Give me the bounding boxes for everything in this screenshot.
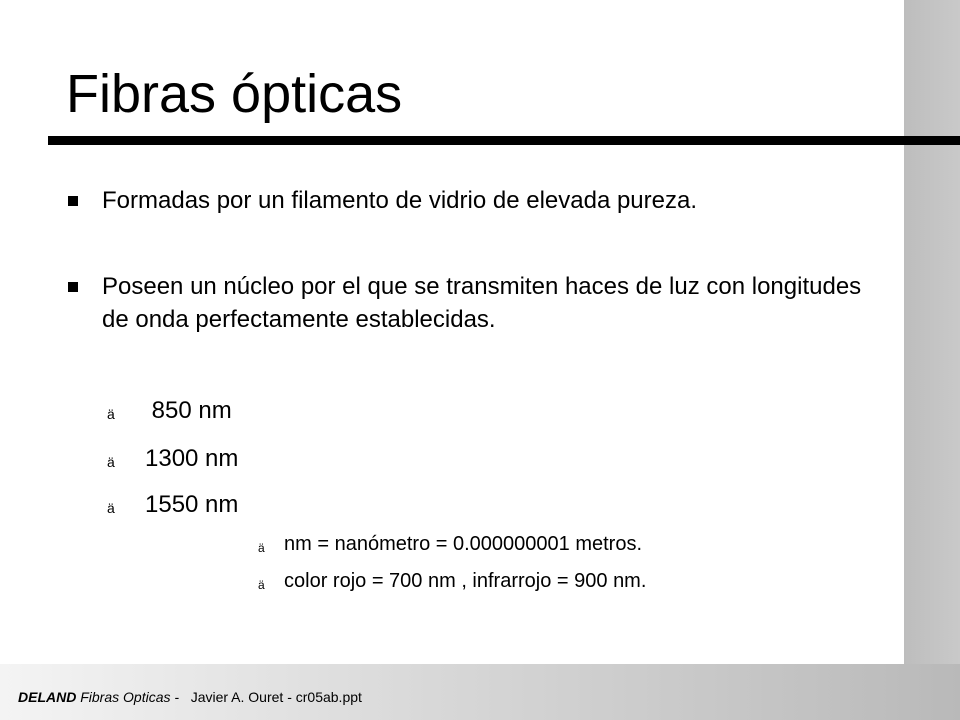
bullet-text: Formadas por un filamento de vidrio de elevada pureza. (102, 187, 698, 214)
bullet-item (102, 270, 862, 336)
footer-author: Javier A. Ouret - cr05ab.ppt (182, 689, 362, 705)
sub-bullet-text: 1300 nm (145, 445, 239, 472)
arrow-bullet-icon: ä (107, 500, 115, 516)
sub-sub-bullet-text: nm = nanómetro = 0.000000001 metros. (284, 533, 643, 555)
square-bullet-icon (68, 282, 78, 292)
right-decor-band (904, 0, 960, 664)
arrow-bullet-icon: ä (107, 406, 115, 422)
bullet-item (102, 184, 862, 217)
slide-footer (18, 688, 362, 706)
footer-course: Fibras Opticas - (80, 689, 180, 705)
title-underline (48, 136, 960, 145)
square-bullet-icon (68, 196, 78, 206)
slide-title: Fibras ópticas (66, 64, 403, 124)
sub-bullet-text: 850 nm (145, 397, 232, 424)
arrow-bullet-icon: ä (258, 541, 265, 555)
footer-brand: DELAND (18, 689, 77, 705)
sub-bullet-text: 1550 nm (145, 491, 239, 518)
arrow-bullet-icon: ä (107, 454, 115, 470)
bullet-text: Poseen un núcleo por el que se transmiten haces de luz con longitudes de onda perfectamente establecidas. (102, 273, 862, 333)
sub-sub-bullet-text: color rojo = 700 nm , infrarrojo = 900 nm. (284, 570, 647, 592)
arrow-bullet-icon: ä (258, 578, 265, 592)
